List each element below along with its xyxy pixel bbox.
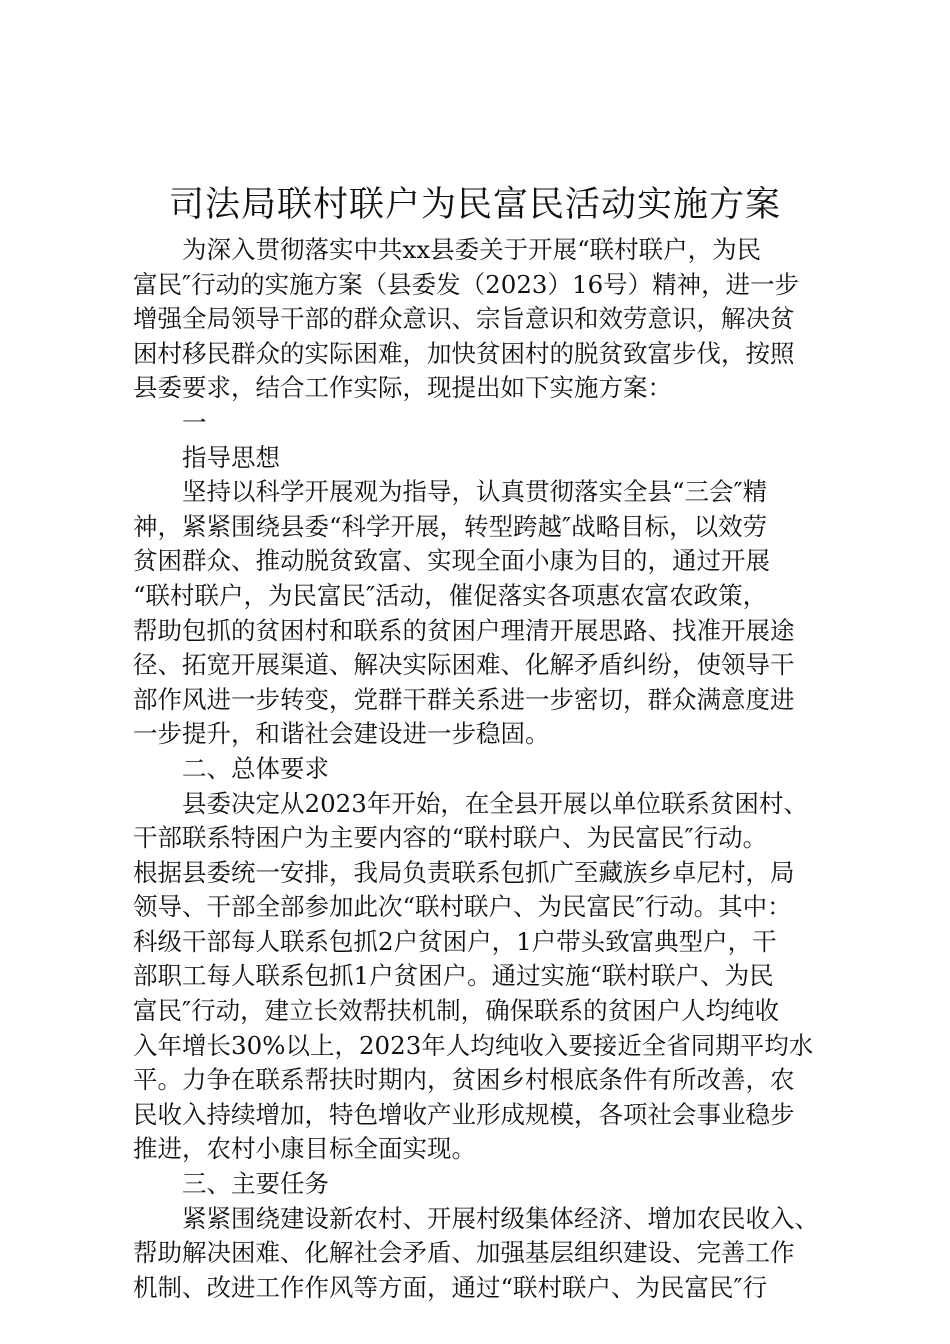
body-line: 县委决定从2023年开始，在全县开展以单位联系贫困村、: [182, 788, 808, 818]
body-line: 一: [182, 407, 207, 437]
body-line: 三、主要任务: [182, 1169, 329, 1199]
body-line: 径、拓宽开展渠道、解决实际困难、化解矛盾纠纷，使领导干: [133, 650, 795, 680]
body-line: 部作风进一步转变，党群干群关系进一步密切，群众满意度进: [133, 684, 795, 714]
body-line: 紧紧围绕建设新农村、开展村级集体经济、增加农民收入、: [182, 1203, 819, 1233]
body-line: 神，紧紧围绕县委“科学开展，转型跨越″战略目标，以效劳: [133, 511, 768, 541]
body-line: 富民″行动的实施方案（县委发（2023）16号）精神，进一步: [133, 269, 800, 299]
body-line: 入年增长30%以上，2023年人均纯收入要接近全省同期平均水: [133, 1030, 814, 1060]
body-line: 二、总体要求: [182, 753, 329, 783]
body-line: 富民″行动，建立长效帮扶机制，确保联系的贫困户人均纯收: [133, 996, 780, 1026]
body-line: 根据县委统一安排，我局负责联系包抓广至藏族乡卓尼村，局: [133, 857, 795, 887]
body-line: 领导、干部全部参加此次“联村联户、为民富民″行动。其中：: [133, 892, 792, 922]
body-line: 一步提升，和谐社会建设进一步稳固。: [133, 719, 550, 749]
body-line: 机制、改进工作作风等方面，通过“联村联户、为民富民″行: [133, 1272, 768, 1302]
body-line: 坚持以科学开展观为指导，认真贯彻落实全县“三会″精: [182, 477, 768, 507]
body-line: 增强全局领导干部的群众意识、宗旨意识和效劳意识，解决贫: [133, 304, 795, 334]
body-line: 部职工每人联系包抓1户贫困户。通过实施“联村联户、为民: [133, 961, 774, 991]
body-line: 帮助解决困难、化解社会矛盾、加强基层组织建设、完善工作: [133, 1238, 795, 1268]
document-title: 司法局联村联户为民富民活动实施方案: [168, 185, 781, 225]
document-body: [133, 233, 833, 1305]
body-line: 困村移民群众的实际困难，加快贫困村的脱贫致富步伐，按照: [133, 338, 795, 368]
body-line: 贫困群众、推动脱贫致富、实现全面小康为目的，通过开展: [133, 546, 770, 576]
body-line: 指导思想: [182, 442, 280, 472]
body-line: 平。力争在联系帮扶时期内，贫困乡村根底条件有所改善，农: [133, 1065, 795, 1095]
body-line: 干部联系特困户为主要内容的“联村联户、为民富民″行动。: [133, 823, 768, 853]
body-line: 民收入持续增加，特色增收产业形成规模，各项社会事业稳步: [133, 1099, 795, 1129]
body-line: 县委要求，结合工作实际，现提出如下实施方案：: [133, 373, 672, 403]
body-line: 推进，农村小康目标全面实现。: [133, 1134, 476, 1164]
body-line: 帮助包抓的贫困村和联系的贫困户理清开展思路、找准开展途: [133, 615, 795, 645]
body-line: 科级干部每人联系包抓2户贫困户，1户带头致富典型户，干: [133, 926, 777, 956]
body-line: 为深入贯彻落实中共xx县委关于开展“联村联户，为民: [182, 235, 762, 264]
body-line: “联村联户，为民富民″活动，催促落实各项惠农富农政策，: [133, 580, 768, 610]
